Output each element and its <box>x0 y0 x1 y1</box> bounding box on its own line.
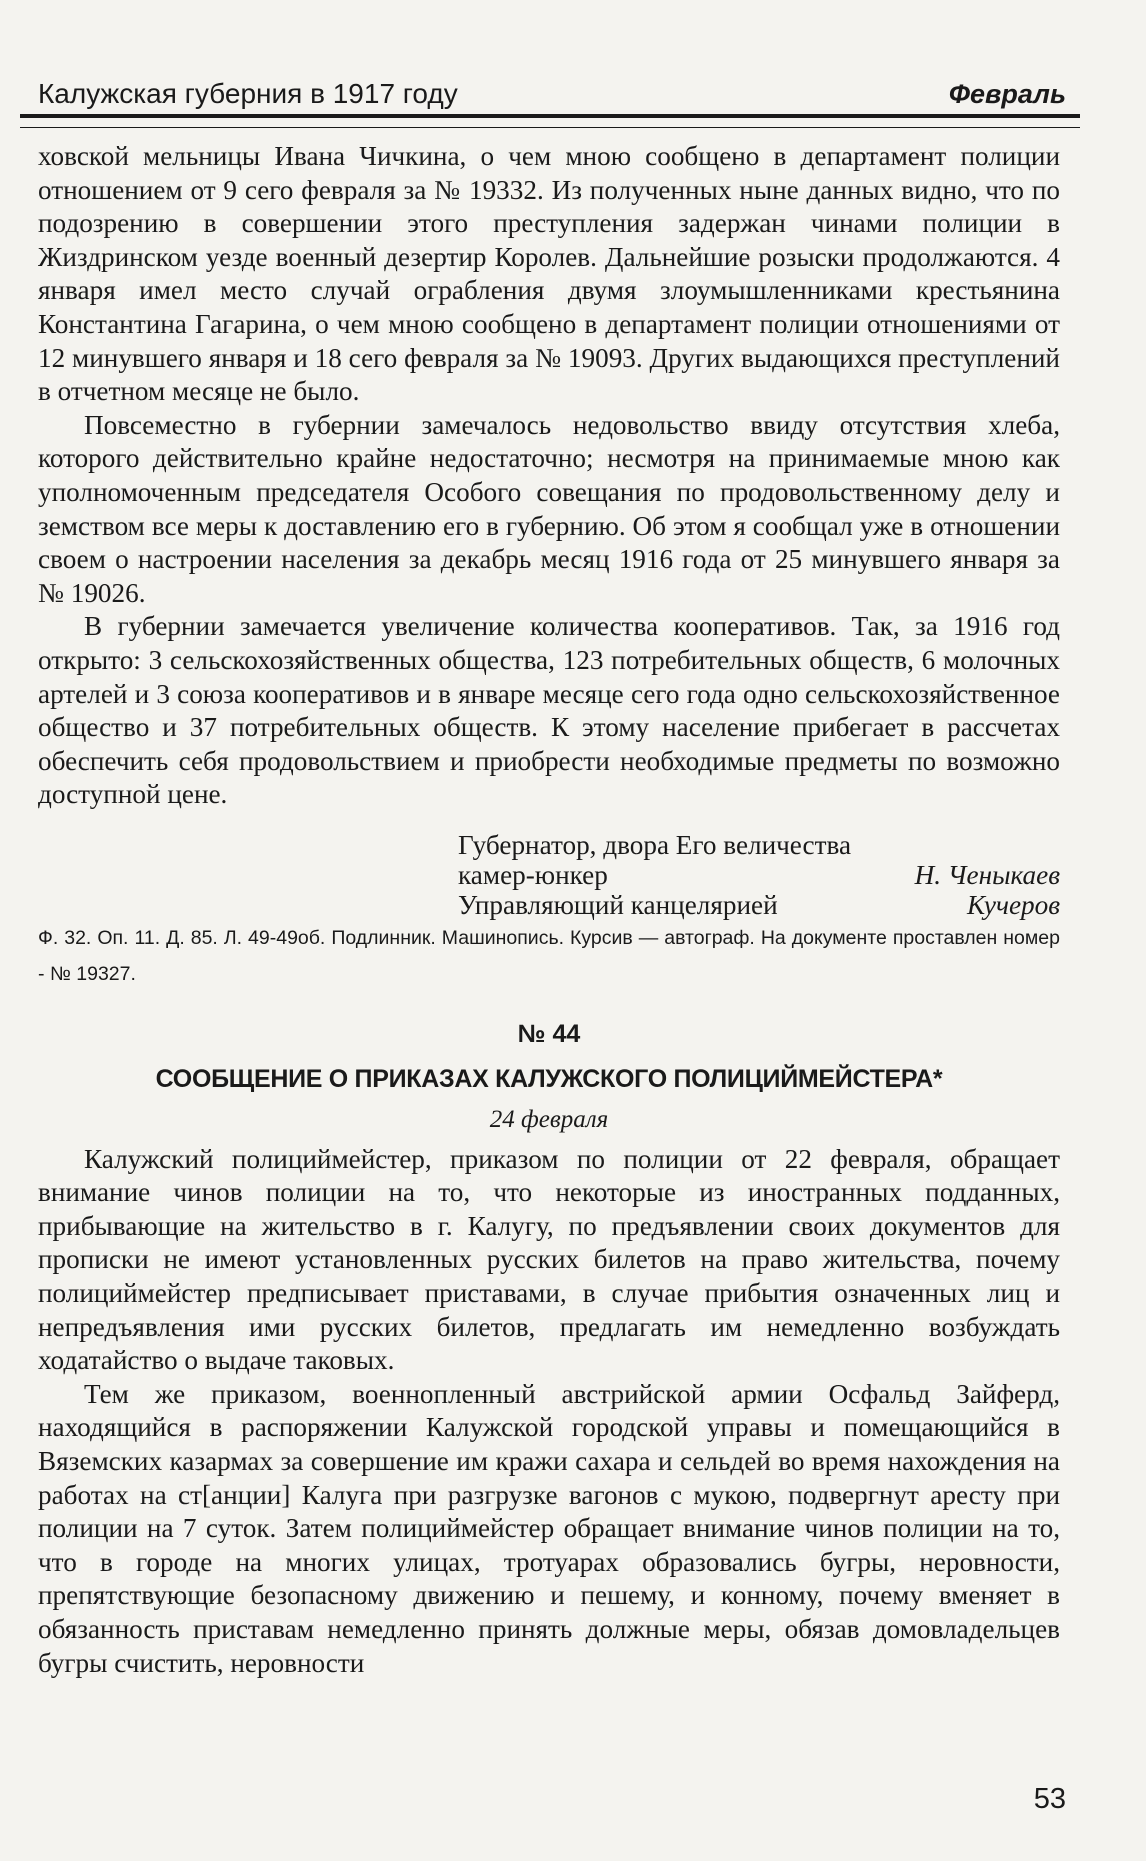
paragraph: В губернии замечается увеличение количества кооперативов. Так, за 1916 год открыто: 3 сельскохозяйственных общества, 123 потребительных обществ, 6 молочных артелей и 3 союза кооперативов и в январе месяце сего года одно сельскохозяйственное общество и 37 потребительных обществ. К этому население прибегает в рассчетах обеспечить себя продовольствием и приобрести необходимые предметы по возможно доступной цене. <box>38 611 1060 810</box>
signature-name: Н. Ченыкаев <box>914 859 1060 890</box>
paragraph: Тем же приказом, военнопленный австрийской армии Осфальд Зайферд, находящийся в распоряжении Калужской городской управы и помещающийся в Вяземских казармах за совершение им кражи сахара и сельдей во время нахождения на работах на ст[анции] Калуга при разгрузке вагонов с мукою, подвергнут аресту при полиции на 7 суток. Затем полициймейстер обращает внимание чинов полиции на то, что в городе на многих улицах, тротуарах образовались бугры, неровности, препятствующие безопасному движению и пешему, и конному, почему вменяет в обязанность приставам немедленно принять должные меры, обязав домовладельцев бугры счистить, неровности <box>38 1378 1060 1678</box>
header-rule <box>20 114 1080 128</box>
document-title: СООБЩЕНИЕ О ПРИКАЗАХ КАЛУЖСКОГО ПОЛИЦИЙМЕЙСТЕРА* <box>155 1065 943 1094</box>
signature-position: Губернатор, двора Его величества <box>458 829 852 860</box>
signature-block <box>458 830 1060 920</box>
running-head <box>38 78 1066 110</box>
signature-position: Управляющий канцелярией <box>458 889 778 920</box>
signature-position: камер-юнкер <box>458 859 608 890</box>
document-number: № 44 <box>517 1019 581 1048</box>
document-date: 24 февраля <box>489 1106 609 1134</box>
paragraph: ховской мельницы Ивана Чичкина, о чем мною сообщено в департамент полиции отношением от 9 сего февраля за № 19332. Из полученных ныне данных видно, что по подозрению в совершении этого преступления задержан чинами полиции в Жиздринском уезде военный дезертир Королев. Дальнейшие розыски продолжаются. 4 января имел место случай ограбления двумя злоумышленниками крестьянина Константина Гагарина, о чем мною сообщено в департамент полиции отношениями от 12 минувшего января и 18 сего февраля за № 19093. Других выдающихся преступлений в отчетном месяце не было. <box>38 141 1060 407</box>
paragraph: Калужский полициймейстер, приказом по полиции от 22 февраля, обращает внимание чинов полиции на то, что некоторые из иностранных подданных, прибывающие на жительство в г. Калугу, по предъявлении своих документов для прописки не имеют установленных русских билетов на право жительства, почему полициймейстер предписывает приставами, в случае прибытия означенных лиц и непредъявления ими русских билетов, предлагать им немедленно возбуждать ходатайство о выдаче таковых. <box>38 1143 1060 1376</box>
book-title: Калужская губерния в 1917 году <box>38 78 458 109</box>
page-number: 53 <box>1033 1783 1066 1815</box>
section-title: Февраль <box>948 79 1066 109</box>
paragraph: Повсеместно в губернии замечалось недовольство ввиду отсутствия хлеба, которого действительно крайне недостаточно; несмотря на принимаемые мною как уполномоченным председателя Особого совещания по продовольственному делу и земством все меры к доставлению его в губернию. Об этом я сообщал уже в отношении своем о настроении населения за декабрь месяц 1916 года от 25 минувшего января за № 19026. <box>38 409 1060 608</box>
page-body <box>38 140 1060 1680</box>
archival-source-note: Ф. 32. Оп. 11. Д. 85. Л. 49-49об. Подлинник. Машинопись. Курсив — автограф. На документе проставлен номер - № 19327. <box>38 926 1060 985</box>
signature-name: Кучеров <box>967 889 1060 920</box>
